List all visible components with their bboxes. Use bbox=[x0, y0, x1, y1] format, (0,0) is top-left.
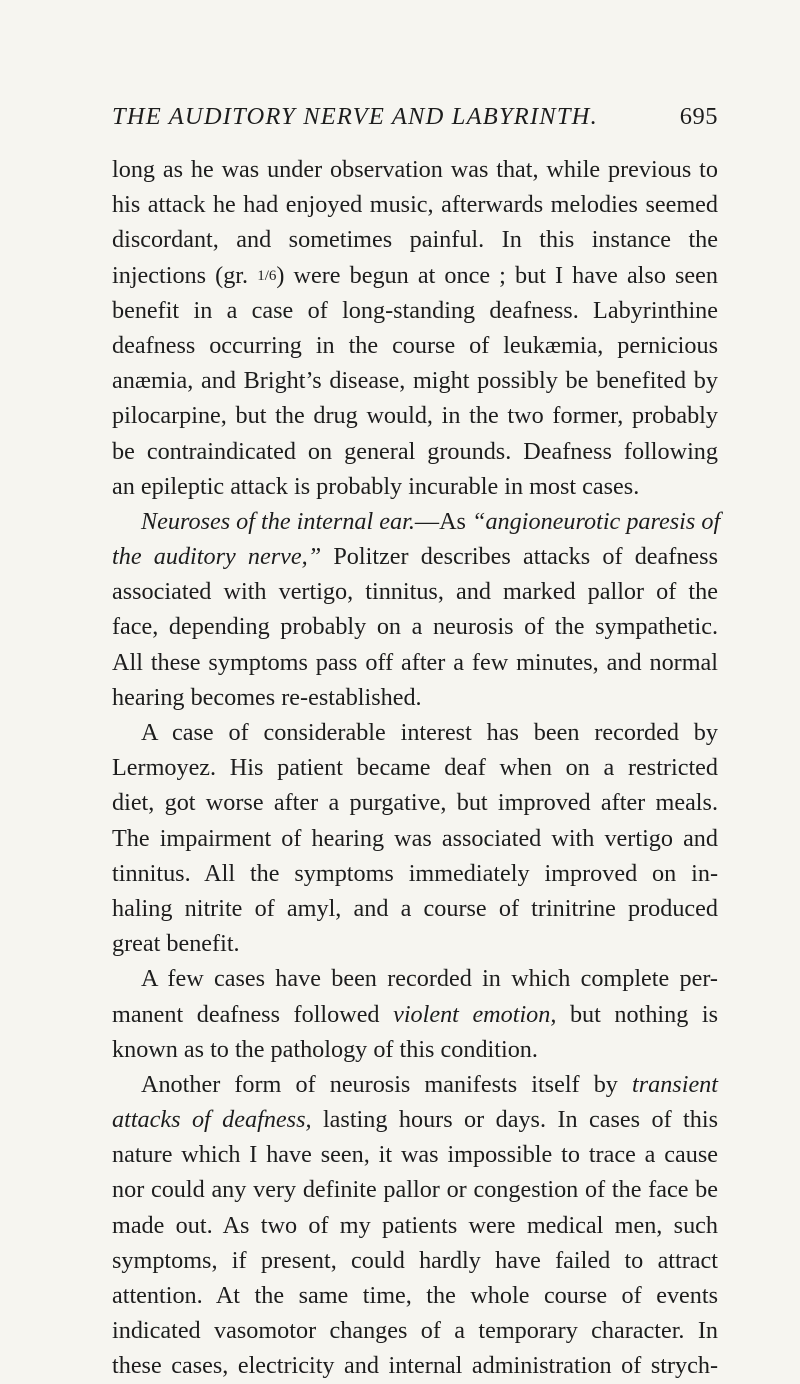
text-segment: Another form of neurosis manifests itself by bbox=[141, 1070, 632, 1098]
text-line: nor could any very definite pallor or congestion of the face be bbox=[112, 1176, 718, 1204]
text-line bbox=[112, 258, 718, 293]
text-line: All these symptoms pass off after a few minutes, and normal bbox=[112, 648, 718, 676]
text-line: an epileptic attack is probably incurable in most cases. bbox=[112, 472, 640, 500]
text-line bbox=[112, 1067, 718, 1102]
page-number: 695 bbox=[679, 103, 718, 130]
fraction: 1/6 bbox=[257, 267, 277, 284]
text-line: indicated vasomotor changes of a temporary character. In bbox=[112, 1317, 718, 1345]
text-segment: injections (gr. bbox=[112, 261, 258, 289]
text-segment: —As bbox=[414, 507, 473, 535]
text-line: A case of considerable interest has been recorded by bbox=[141, 719, 718, 746]
text-line bbox=[112, 1102, 718, 1137]
italic-term: attacks of deafness, bbox=[112, 1106, 312, 1134]
text-line: haling nitrite of amyl, and a course of trinitrine produced bbox=[112, 894, 718, 922]
text-line: deafness occurring in the course of leukæmia, pernicious bbox=[112, 331, 718, 359]
text-line: A few cases have been recorded in which complete per- bbox=[141, 965, 718, 993]
text-line: pilocarpine, but the drug would, in the two former, probably bbox=[112, 402, 718, 430]
text-line: his attack he had enjoyed music, afterwards melodies seemed bbox=[112, 191, 718, 219]
text-line: known as to the pathology of this condition. bbox=[112, 1035, 538, 1063]
italic-term: the auditory nerve,” bbox=[112, 543, 322, 571]
text-line: benefit in a case of long-standing deafness. Labyrinthine bbox=[112, 296, 718, 324]
italic-term: transient bbox=[631, 1070, 718, 1098]
text-segment: manent deafness followed bbox=[112, 1000, 394, 1028]
text-line: Lermoyez. His patient became deaf when on a restricted bbox=[112, 754, 718, 782]
text-segment: lasting hours or days. In cases of this bbox=[311, 1106, 718, 1134]
text-line: hearing becomes re-established. bbox=[112, 683, 422, 711]
italic-term: “angioneurotic paresis of bbox=[472, 507, 721, 535]
italic-term: violent emotion, bbox=[393, 1000, 557, 1028]
text-line: these cases, electricity and internal administration of strych- bbox=[112, 1352, 718, 1380]
text-line: associated with vertigo, tinnitus, and marked pallor of the bbox=[112, 578, 718, 606]
text-line: The impairment of hearing was associated with vertigo and bbox=[112, 824, 718, 852]
text-line: face, depending probably on a neurosis of the sympathetic. bbox=[112, 613, 718, 641]
text-line: nature which I have seen, it was impossible to trace a cause bbox=[112, 1141, 718, 1169]
text-line bbox=[112, 997, 718, 1032]
running-head bbox=[112, 100, 718, 134]
text-segment: but nothing is bbox=[556, 1000, 718, 1028]
text-line: long as he was under observation was that, while previous to bbox=[112, 156, 718, 183]
body-text bbox=[112, 152, 721, 1384]
running-title: THE AUDITORY NERVE AND LABYRINTH. bbox=[112, 103, 598, 130]
text-line: be contraindicated on general grounds. Deafness following bbox=[112, 437, 718, 465]
text-line: diet, got worse after a purgative, but improved after meals. bbox=[112, 789, 718, 817]
text-segment: ) were begun at once ; but I have also seen bbox=[276, 261, 718, 289]
text-line: made out. As two of my patients were medical men, such bbox=[112, 1211, 718, 1239]
section-heading: Neuroses of the internal ear. bbox=[141, 507, 415, 535]
text-line: anæmia, and Bright’s disease, might possibly be benefited by bbox=[112, 367, 718, 395]
section-heading-line bbox=[112, 504, 721, 539]
text-line: symptoms, if present, could hardly have failed to attract bbox=[112, 1246, 718, 1274]
text-line: attention. At the same time, the whole course of events bbox=[112, 1282, 718, 1309]
text-line bbox=[112, 539, 718, 574]
text-line: tinnitus. All the symptoms immediately improved on in- bbox=[112, 859, 718, 887]
text-segment: Politzer describes attacks of deafness bbox=[321, 543, 718, 571]
text-line: great benefit. bbox=[112, 930, 240, 958]
text-line: discordant, and sometimes painful. In this instance the bbox=[112, 226, 718, 254]
